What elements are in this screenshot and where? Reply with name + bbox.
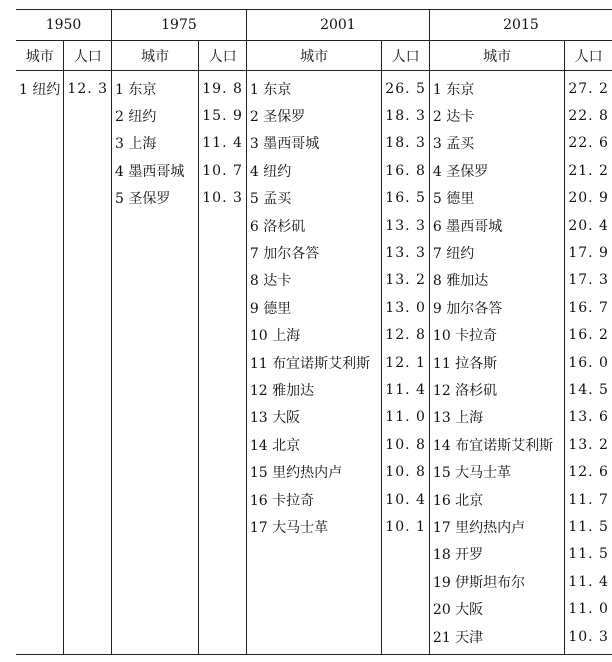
city-cell: 3 上海	[112, 130, 199, 157]
population-column-header: 人口	[64, 41, 112, 71]
population-cell: 20. 9	[568, 190, 609, 207]
city-cell: 18 开罗	[429, 541, 564, 568]
population-cell: 16. 2	[568, 327, 609, 344]
population-cell	[199, 541, 247, 568]
city-cell: 7 纽约	[429, 239, 564, 266]
year-header: 1975	[112, 10, 247, 41]
city-cell	[246, 595, 381, 622]
population-cell: 20. 4	[568, 217, 609, 234]
city-cell	[16, 595, 64, 622]
population-cell: 21. 2	[568, 162, 609, 179]
population-cell	[64, 130, 112, 157]
city-column-header: 城市	[112, 41, 199, 71]
population-cell	[64, 486, 112, 513]
population-cell	[64, 322, 112, 349]
table-row	[16, 294, 612, 321]
population-cell	[64, 458, 112, 485]
population-cell	[64, 212, 112, 239]
population-cell: 13. 3	[382, 212, 430, 239]
population-cell	[199, 623, 247, 655]
city-cell: 14 布宜诺斯艾利斯	[429, 431, 564, 458]
population-cell: 10. 3	[565, 623, 612, 655]
population-cell: 16. 8	[382, 157, 430, 184]
city-cell: 10 上海	[246, 322, 381, 349]
city-cell	[16, 130, 64, 157]
population-cell: 10. 8	[382, 458, 430, 485]
city-cell	[16, 212, 64, 239]
city-cell: 6 洛杉矶	[246, 212, 381, 239]
population-cell	[199, 349, 247, 376]
city-cell: 9 德里	[246, 294, 381, 321]
population-cell	[64, 157, 112, 184]
table-row	[16, 404, 612, 431]
population-cell: 10. 1	[382, 513, 430, 540]
population-cell: 11. 5	[568, 518, 609, 535]
city-cell: 1 东京	[112, 71, 199, 103]
city-cell	[112, 404, 199, 431]
city-cell	[112, 595, 199, 622]
table-row	[16, 568, 612, 595]
population-cell: 10. 3	[199, 185, 247, 212]
table-body	[16, 71, 612, 655]
population-cell	[64, 376, 112, 403]
city-cell	[16, 541, 64, 568]
population-cell	[382, 541, 430, 568]
city-cell: 11 布宜诺斯艾利斯	[246, 349, 381, 376]
table-row	[16, 458, 612, 485]
city-cell	[246, 623, 381, 655]
city-cell: 20 大阪	[429, 595, 564, 622]
population-column-header: 人口	[565, 41, 612, 71]
population-cell	[199, 458, 247, 485]
city-cell	[16, 157, 64, 184]
city-cell: 10 卡拉奇	[429, 322, 564, 349]
city-cell	[16, 376, 64, 403]
city-cell: 9 加尔各答	[429, 294, 564, 321]
table-row	[16, 431, 612, 458]
city-cell	[112, 349, 199, 376]
table-row	[16, 71, 612, 103]
city-cell: 7 加尔各答	[246, 239, 381, 266]
population-cell	[64, 623, 112, 655]
population-cell: 27. 2	[568, 80, 609, 97]
city-cell	[112, 239, 199, 266]
city-cell	[112, 376, 199, 403]
city-cell: 1 纽约	[16, 71, 64, 103]
population-cell	[64, 431, 112, 458]
population-cell: 12. 8	[382, 322, 430, 349]
city-cell	[16, 623, 64, 655]
population-cell: 18. 3	[382, 102, 430, 129]
population-cell: 11. 4	[199, 130, 247, 157]
table-row	[16, 322, 612, 349]
year-header-row	[16, 10, 612, 41]
population-cell: 22. 8	[568, 108, 609, 125]
city-cell: 21 天津	[429, 623, 564, 655]
population-cell: 19. 8	[199, 71, 247, 103]
population-column-header: 人口	[382, 41, 430, 71]
population-cell	[64, 102, 112, 129]
city-cell	[16, 349, 64, 376]
city-cell: 19 伊斯坦布尔	[429, 568, 564, 595]
table-row	[16, 486, 612, 513]
city-column-header: 城市	[246, 41, 381, 71]
table-row	[16, 623, 612, 655]
population-cell: 10. 7	[199, 157, 247, 184]
city-cell: 3 孟买	[429, 130, 564, 157]
table-container	[16, 9, 612, 655]
population-cell: 11. 0	[568, 601, 609, 618]
population-cell	[64, 595, 112, 622]
table-row	[16, 376, 612, 403]
population-cell: 16. 0	[568, 354, 609, 371]
city-cell: 2 圣保罗	[246, 102, 381, 129]
population-cell	[199, 513, 247, 540]
population-cell	[64, 541, 112, 568]
population-cell: 10. 4	[382, 486, 430, 513]
city-cell: 12 雅加达	[246, 376, 381, 403]
table-row	[16, 102, 612, 129]
population-cell: 11. 4	[382, 376, 430, 403]
population-cell: 11. 4	[568, 573, 609, 590]
city-cell	[16, 458, 64, 485]
population-cell	[199, 431, 247, 458]
population-cell	[382, 595, 430, 622]
city-cell: 15 大马士革	[429, 458, 564, 485]
population-cell	[199, 376, 247, 403]
city-cell: 1 东京	[246, 71, 381, 103]
city-cell: 2 达卡	[429, 102, 564, 129]
table-row	[16, 239, 612, 266]
population-cell: 12. 1	[382, 349, 430, 376]
table-row	[16, 541, 612, 568]
city-column-header: 城市	[16, 41, 64, 71]
city-cell: 17 大马士革	[246, 513, 381, 540]
city-cell: 13 大阪	[246, 404, 381, 431]
population-cell	[64, 568, 112, 595]
city-cell	[112, 431, 199, 458]
city-cell	[16, 294, 64, 321]
year-header: 2001	[246, 10, 429, 41]
city-cell: 11 拉各斯	[429, 349, 564, 376]
city-cell	[16, 431, 64, 458]
city-cell	[246, 568, 381, 595]
population-cell	[64, 267, 112, 294]
city-cell: 14 北京	[246, 431, 381, 458]
population-cell	[64, 239, 112, 266]
city-cell: 6 墨西哥城	[429, 212, 564, 239]
city-cell	[16, 322, 64, 349]
population-cell: 15. 9	[199, 102, 247, 129]
population-cell	[199, 294, 247, 321]
city-cell	[112, 541, 199, 568]
city-cell	[246, 541, 381, 568]
city-cell	[112, 322, 199, 349]
city-cell	[16, 513, 64, 540]
city-cell	[112, 212, 199, 239]
city-cell	[112, 568, 199, 595]
city-cell	[112, 294, 199, 321]
population-cell	[382, 623, 430, 655]
city-column-header: 城市	[429, 41, 564, 71]
population-cell	[199, 267, 247, 294]
population-cell: 17. 9	[568, 245, 609, 262]
city-cell	[16, 185, 64, 212]
city-cell	[112, 267, 199, 294]
population-cell	[199, 239, 247, 266]
city-cell: 15 里约热内卢	[246, 458, 381, 485]
population-cell	[199, 568, 247, 595]
city-cell	[16, 404, 64, 431]
population-cell	[64, 349, 112, 376]
population-cell: 12. 3	[64, 71, 112, 103]
year-header: 2015	[429, 10, 612, 41]
table-row	[16, 130, 612, 157]
city-cell: 12 洛杉矶	[429, 376, 564, 403]
column-header-row	[16, 41, 612, 71]
population-column-header: 人口	[199, 41, 247, 71]
table-row	[16, 157, 612, 184]
city-cell: 13 上海	[429, 404, 564, 431]
population-cell	[382, 568, 430, 595]
city-cell: 8 雅加达	[429, 267, 564, 294]
city-cell: 16 北京	[429, 486, 564, 513]
megacity-population-table	[16, 9, 612, 655]
population-cell: 13. 2	[382, 267, 430, 294]
population-cell: 13. 0	[382, 294, 430, 321]
population-cell: 17. 3	[568, 272, 609, 289]
city-cell: 4 纽约	[246, 157, 381, 184]
city-cell	[16, 102, 64, 129]
population-cell: 11. 7	[568, 491, 609, 508]
population-cell	[64, 404, 112, 431]
population-cell: 16. 7	[568, 299, 609, 316]
population-cell: 18. 3	[382, 130, 430, 157]
population-cell	[199, 322, 247, 349]
table-row	[16, 267, 612, 294]
city-cell: 5 圣保罗	[112, 185, 199, 212]
population-cell: 16. 5	[382, 185, 430, 212]
population-cell: 13. 6	[568, 409, 609, 426]
table-row	[16, 185, 612, 212]
population-cell: 12. 6	[568, 464, 609, 481]
population-cell: 14. 5	[568, 381, 609, 398]
population-cell	[64, 513, 112, 540]
population-cell: 26. 5	[382, 71, 430, 103]
table-row	[16, 212, 612, 239]
city-cell: 5 德里	[429, 185, 564, 212]
city-cell: 2 纽约	[112, 102, 199, 129]
city-cell	[112, 513, 199, 540]
population-cell: 11. 5	[568, 546, 609, 563]
population-cell	[199, 404, 247, 431]
table-row	[16, 349, 612, 376]
city-cell: 4 圣保罗	[429, 157, 564, 184]
year-header: 1950	[16, 10, 112, 41]
city-cell	[16, 568, 64, 595]
city-cell: 8 达卡	[246, 267, 381, 294]
city-cell: 3 墨西哥城	[246, 130, 381, 157]
city-cell: 5 孟买	[246, 185, 381, 212]
city-cell: 1 东京	[429, 71, 564, 103]
population-cell: 13. 3	[382, 239, 430, 266]
population-cell: 11. 0	[382, 404, 430, 431]
city-cell: 16 卡拉奇	[246, 486, 381, 513]
population-cell	[64, 294, 112, 321]
city-cell	[112, 458, 199, 485]
city-cell	[16, 239, 64, 266]
city-cell	[16, 267, 64, 294]
population-cell: 10. 8	[382, 431, 430, 458]
table-row	[16, 513, 612, 540]
population-cell	[64, 185, 112, 212]
city-cell	[112, 486, 199, 513]
city-cell: 17 里约热内卢	[429, 513, 564, 540]
population-cell	[199, 486, 247, 513]
population-cell	[199, 595, 247, 622]
table-row	[16, 595, 612, 622]
city-cell: 4 墨西哥城	[112, 157, 199, 184]
population-cell: 13. 2	[568, 436, 609, 453]
city-cell	[16, 486, 64, 513]
city-cell	[112, 623, 199, 655]
population-cell	[199, 212, 247, 239]
population-cell: 22. 6	[568, 135, 609, 152]
